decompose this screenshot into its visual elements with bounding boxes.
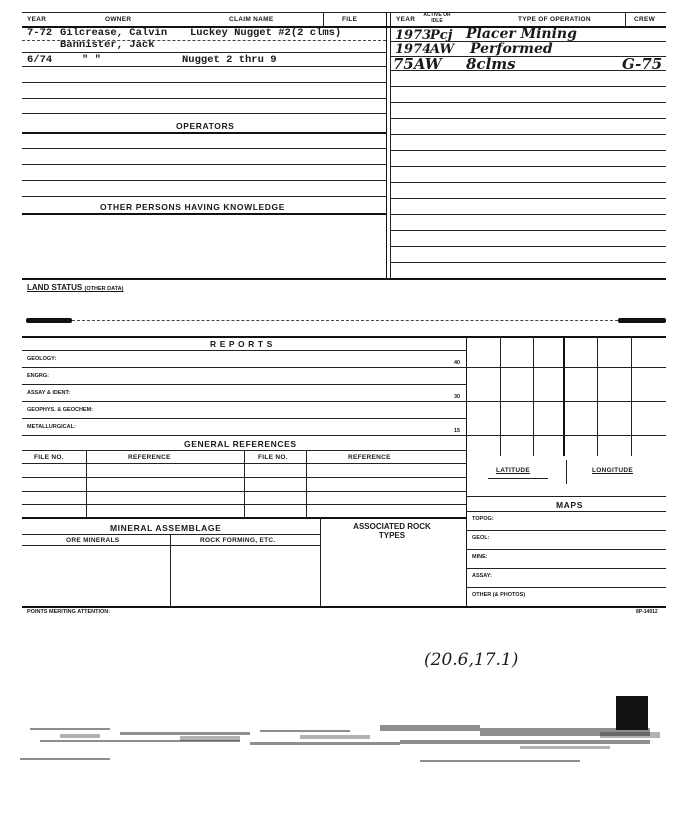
header-owner: OWNER bbox=[105, 16, 132, 23]
reports-heading: R E P O R T S bbox=[210, 339, 273, 349]
maps-mine: MINE: bbox=[472, 554, 488, 560]
owner-row-1-owner: Gilcrease, Calvin bbox=[60, 27, 168, 39]
points-meriting-attention-label: POINTS MERITING ATTENTION: bbox=[27, 609, 111, 615]
longitude-label: LONGITUDE bbox=[592, 467, 633, 474]
owner-row-3-year: 6/74 bbox=[27, 54, 53, 66]
activity-row-1-operation: Placer Mining bbox=[466, 26, 577, 42]
activity-row-3-year: 75AW bbox=[393, 55, 442, 73]
ref-col-reference-2: REFERENCE bbox=[348, 454, 391, 461]
redaction-mark-right bbox=[618, 318, 666, 323]
associated-rock-types-heading: ASSOCIATED ROCK TYPES bbox=[353, 522, 431, 540]
scan-noise-band bbox=[0, 690, 678, 790]
owner-row-3-owner: " " bbox=[82, 54, 101, 66]
report-geophys-label: GEOPHYS. & GEOCHEM: bbox=[27, 407, 94, 413]
redaction-mark-left bbox=[26, 318, 72, 323]
ref-col-file-no: FILE NO. bbox=[34, 454, 64, 461]
report-engrg-label: ENGRG: bbox=[27, 373, 49, 379]
header-crew: CREW bbox=[634, 16, 656, 23]
owner-row-3-claim: Nugget 2 thru 9 bbox=[182, 54, 277, 66]
owner-row-1-year: 7-72 bbox=[27, 27, 53, 39]
report-assay-num: 30 bbox=[454, 394, 461, 400]
scan-black-block bbox=[616, 696, 648, 730]
activity-row-3-operation: 8clms bbox=[466, 55, 516, 73]
activity-row-1-status: Pcj bbox=[430, 28, 453, 43]
land-status-heading: LAND STATUS (OTHER DATA) bbox=[27, 283, 124, 292]
maps-topog: TOPOG: bbox=[472, 516, 494, 522]
mineral-col-rock-forming: ROCK FORMING, ETC. bbox=[200, 537, 276, 544]
report-geology-num: 40 bbox=[454, 360, 461, 366]
report-metallurgical-num: 15 bbox=[454, 428, 461, 434]
header-type-of-operation: TYPE OF OPERATION bbox=[518, 16, 591, 23]
header-file: FILE bbox=[342, 16, 358, 23]
maps-assay: ASSAY: bbox=[472, 573, 492, 579]
activity-row-2-status: AW bbox=[430, 42, 455, 57]
ref-col-file-no-2: FILE NO. bbox=[258, 454, 288, 461]
activity-row-2-operation: Performed bbox=[470, 41, 553, 57]
header-claim-name: CLAIM NAME bbox=[229, 16, 274, 23]
header-active-or-idle: ACTIVE OR IDLE bbox=[423, 12, 451, 24]
mineral-assemblage-heading: MINERAL ASSEMBLAGE bbox=[110, 523, 222, 533]
header-year: YEAR bbox=[27, 16, 47, 23]
operators-heading: OPERATORS bbox=[176, 121, 235, 131]
report-metallurgical-label: METALLURGICAL: bbox=[27, 424, 76, 430]
activity-row-2-year: 1974 bbox=[395, 42, 432, 57]
header-year-2: YEAR bbox=[396, 16, 416, 23]
owner-row-1-claim: Luckey Nugget #2(2 clms) bbox=[190, 27, 342, 39]
maps-heading: MAPS bbox=[556, 500, 583, 510]
activity-row-3-crew: G-75 bbox=[622, 55, 663, 73]
latitude-label: LATITUDE bbox=[496, 467, 531, 474]
maps-geol: GEOL: bbox=[472, 535, 490, 541]
report-assay-label: ASSAY & IDENT: bbox=[27, 390, 71, 396]
ref-col-reference: REFERENCE bbox=[128, 454, 171, 461]
owner-row-2-owner: Bannister, Jack bbox=[60, 39, 155, 51]
maps-other-photos: OTHER (& PHOTOS) bbox=[472, 592, 526, 598]
report-geology-label: GEOLOGY: bbox=[27, 356, 57, 362]
activity-row-1-year: 1973 bbox=[395, 28, 432, 43]
mineral-col-ore-minerals: ORE MINERALS bbox=[66, 537, 120, 544]
other-persons-heading: OTHER PERSONS HAVING KNOWLEDGE bbox=[100, 202, 286, 212]
general-references-heading: GENERAL REFERENCES bbox=[184, 439, 297, 449]
form-number: 8P-14912 bbox=[636, 609, 658, 615]
handwritten-coordinates: (20.6,17.1) bbox=[424, 650, 519, 670]
